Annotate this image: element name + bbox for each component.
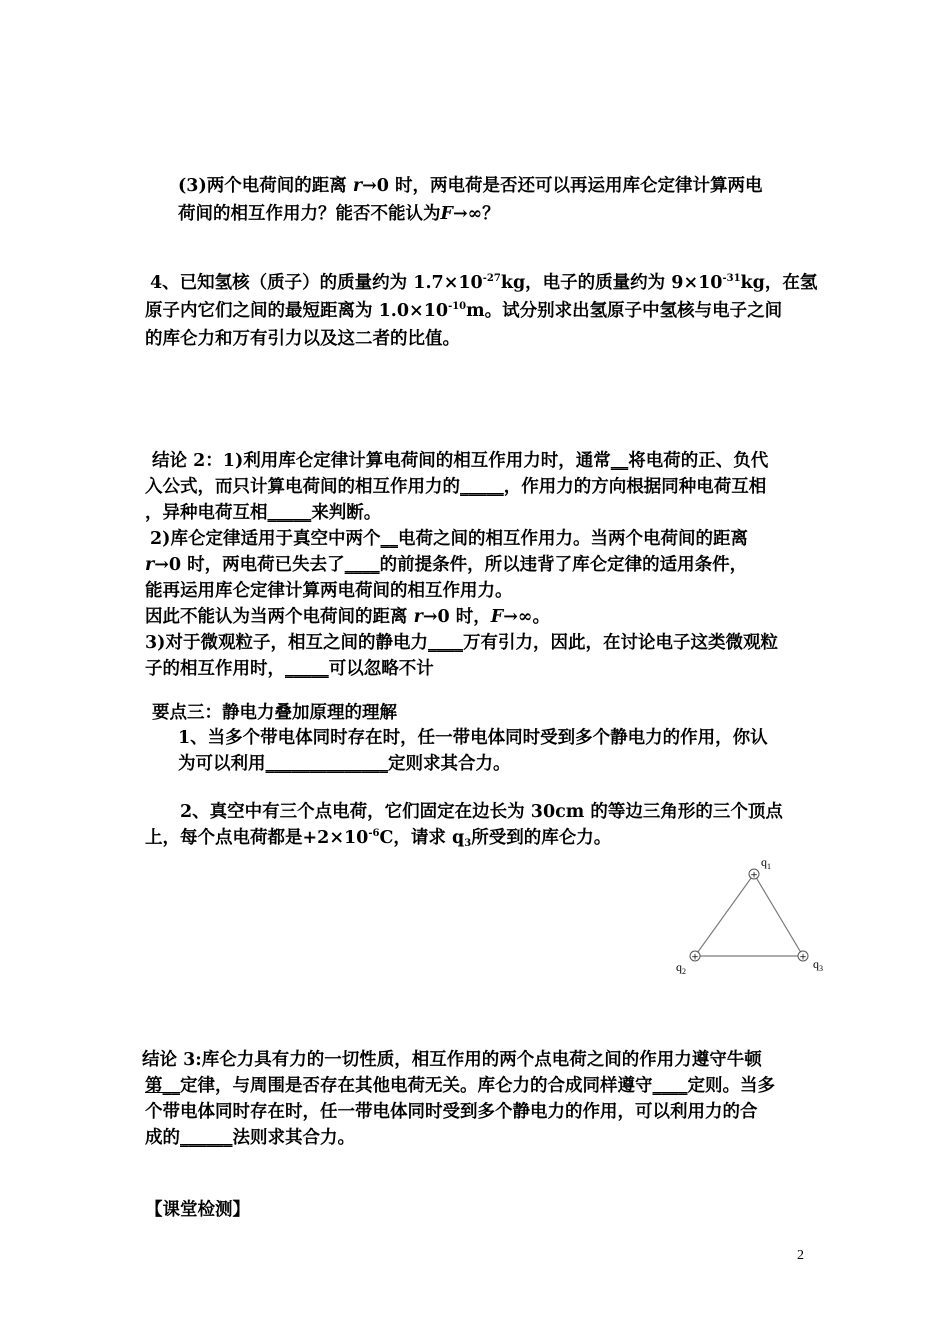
q4-line-3: 的库仑力和万有引力以及这二者的比值。	[145, 329, 460, 349]
page-number: 2	[797, 1248, 804, 1263]
triangle-outline	[695, 874, 803, 956]
label-q1: $q_1$	[761, 855, 771, 871]
p3-q2-line-2: 上，每个点电荷都是$+2\times 10^{-6}C$，请求 $q_3$所受到的库仑力。	[145, 828, 612, 849]
p3-q1-line-2: 为可以利用______________定则求其合力。	[178, 754, 511, 774]
p3-q2-line-1: 2、真空中有三个点电荷，它们固定在边长为 30cm 的等边三角形的三个顶点	[180, 802, 783, 822]
charge-q1	[749, 869, 759, 881]
c2-line-7: 因此不能认为当两个电荷间的距离 r→0 时，F→∞。	[145, 607, 550, 627]
c2-line-4: 2)库仑定律适用于真空中两个__电荷之间的相互作用力。当两个电荷间的距离	[150, 529, 748, 549]
svg-text:+: +	[691, 952, 699, 963]
c3-line-4: 成的______法则求其合力。	[145, 1128, 355, 1148]
charge-triangle-diagram	[665, 852, 845, 987]
c2-line-5: r→0 时，两电荷已失去了____的前提条件，所以违背了库仑定律的适用条件，	[145, 555, 748, 575]
p3-q1-line-1: 1、当多个带电体同时存在时，任一带电体同时受到多个静电力的作用，你认	[178, 728, 768, 748]
c2-line-8: 3)对于微观粒子，相互之间的静电力____万有引力，因此，在讨论电子这类微观粒	[145, 633, 778, 653]
section-heading-class-test: 【课堂检测】	[145, 1200, 250, 1220]
q4-line-1: 4、已知氢核（质子）的质量约为 $1.7\times 10^{-27}kg$，电子的质量约为 $9\times 10^{-31}kg$，在氢	[150, 273, 818, 293]
q3-line-1: (3)两个电荷间的距离 r→0 时，两电荷是否还可以再运用库仑定律计算两电	[178, 176, 763, 196]
c2-line-6: 能再运用库仑定律计算两电荷间的相互作用力。	[145, 581, 513, 601]
p3-title: 要点三：静电力叠加原理的理解	[152, 703, 397, 723]
c3-line-3: 个带电体同时存在时，任一带电体同时受到多个静电力的作用，可以利用力的合	[145, 1102, 758, 1122]
svg-text:+: +	[750, 870, 758, 881]
label-q3: $q_3$	[813, 957, 823, 973]
c2-line-9: 子的相互作用时，_____可以忽略不计	[145, 659, 434, 679]
charge-q2	[690, 951, 700, 963]
c2-line-3: ，异种电荷互相_____来判断。	[145, 503, 382, 523]
c3-line-2: 第__定律，与周围是否存在其他电荷无关。库仑力的合成同样遵守____定则。当多	[145, 1076, 775, 1096]
label-q2: $q_2$	[676, 960, 686, 976]
q3-line-2: 荷间的相互作用力？能否不能认为F→∞？	[178, 204, 500, 224]
c2-line-1: 结论 2：1)利用库仑定律计算电荷间的相互作用力时，通常__将电荷的正、负代	[152, 451, 769, 471]
c2-line-2: 入公式，而只计算电荷间的相互作用力的_____，作用力的方向根据同种电荷互相	[145, 477, 767, 497]
q4-line-2: 原子内它们之间的最短距离为 $1.0\times 10^{-10}m$。试分别求出氢原子中氢核与电子之间	[145, 301, 783, 321]
charge-q3	[798, 951, 808, 963]
svg-text:+: +	[799, 952, 807, 963]
c3-line-1: 结论 3:库仑力具有力的一切性质，相互作用的两个点电荷之间的作用力遵守牛顿	[142, 1050, 762, 1070]
